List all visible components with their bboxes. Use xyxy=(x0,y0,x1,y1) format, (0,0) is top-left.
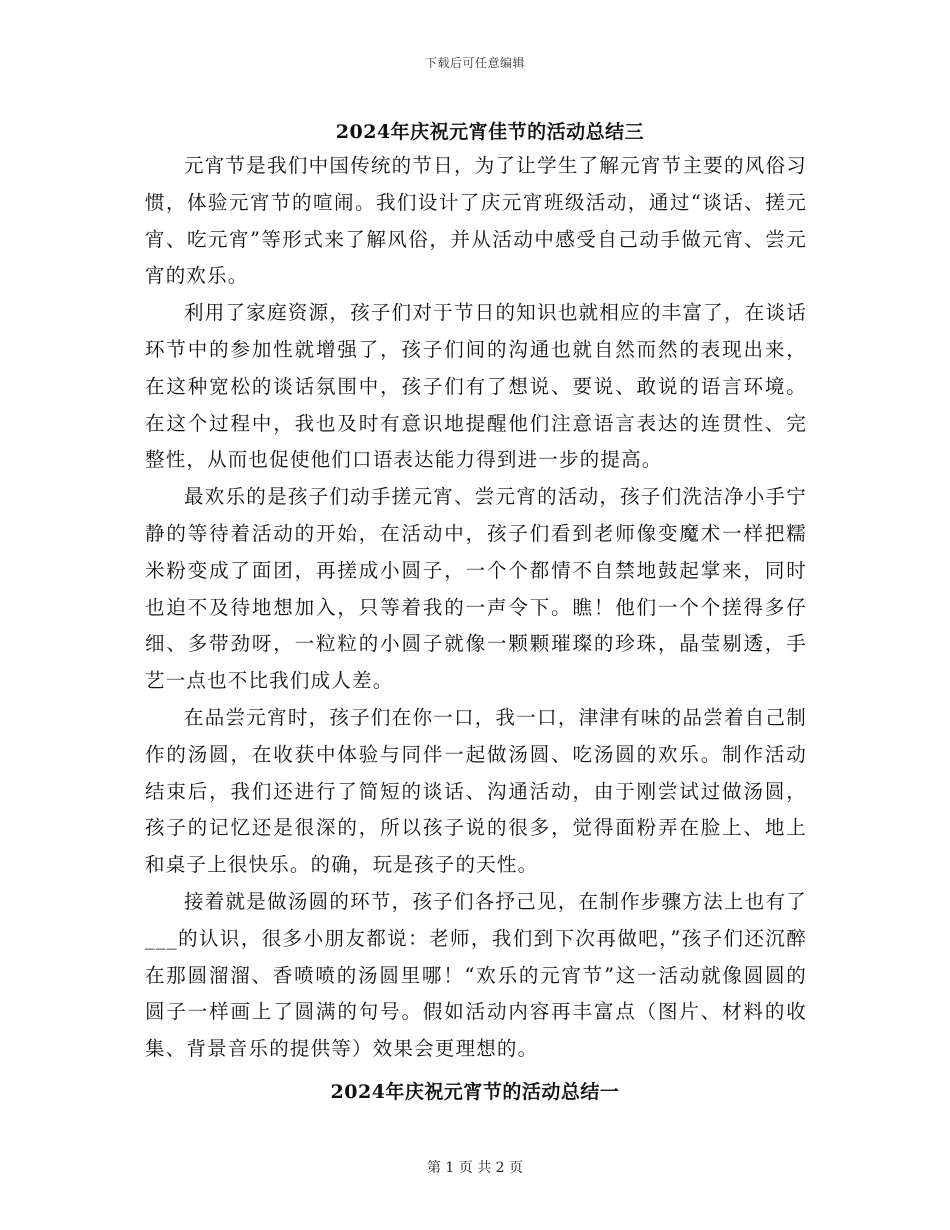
paragraph: 利用了家庭资源，孩子们对于节日的知识也就相应的丰富了，在谈话环节中的参加性就增强了，孩子们间的沟通也就自然而然的表现出来，在这种宽松的谈话氛围中，孩子们有了想说、要说、敢说的语言环境。在这个过程中，我也及时有意识地提醒他们注意语言表达的连贯性、完整性，从而也促使他们口语表达能力得到进一步的提高。 xyxy=(145,301,807,472)
page-number: 第 1 页 共 2 页 xyxy=(426,1160,524,1176)
paragraph: 元宵节是我们中国传统的节日，为了让学生了解元宵节主要的风俗习惯，体验元宵节的喧闹。我们设计了庆元宵班级活动，通过“谈话、搓元宵、吃元宵”等形式来了解风俗，并从活动中感受自己动手做元宵、尝元宵的欢乐。 xyxy=(145,154,807,288)
paragraph: 最欢乐的是孩子们动手搓元宵、尝元宵的活动，孩子们洗洁净小手宁静的等待着活动的开始，在活动中，孩子们看到老师像变魔术一样把糯米粉变成了面团，再搓成小圆子，一个个都情不自禁地鼓起掌来，同时也迫不及待地想加入，只等着我的一声令下。瞧！他们一个个搓得多仔细、多带劲呀，一粒粒的小圆子就像一颗颗璀璨的珍珠，晶莹剔透，手艺一点也不比我们成人差。 xyxy=(145,485,807,693)
next-section-title: 2024年庆祝元宵节的活动总结一 xyxy=(330,1081,620,1103)
document-body xyxy=(145,148,807,1068)
paragraph: 接着就是做汤圆的环节，孩子们各抒己见，在制作步骤方法上也有了___的认识，很多小朋友都说：老师，我们到下次再做吧，”孩子们还沉醉在那圆溜溜、香喷喷的汤圆里哪！“欢乐的元宵节”这一活动就像圆圆的圆子一样画上了圆满的句号。假如活动内容再丰富点（图片、材料的收集、背景音乐的提供等）效果会更理想的。 xyxy=(145,889,807,1061)
document-title: 2024年庆祝元宵佳节的活动总结三 xyxy=(335,121,645,143)
paragraph: 在品尝元宵时，孩子们在你一口，我一口，津津有味的品尝着自己制作的汤圆，在收获中体验与同伴一起做汤圆、吃汤圆的欢乐。制作活动结束后，我们还进行了简短的谈话、沟通活动，由于刚尝试过做汤圆，孩子的记忆还是很深的，所以孩子说的很多，觉得面粉弄在脸上、地上和桌子上很快乐。的确，玩是孩子的天性。 xyxy=(145,705,807,877)
header-note: 下载后可任意编辑 xyxy=(424,56,525,70)
